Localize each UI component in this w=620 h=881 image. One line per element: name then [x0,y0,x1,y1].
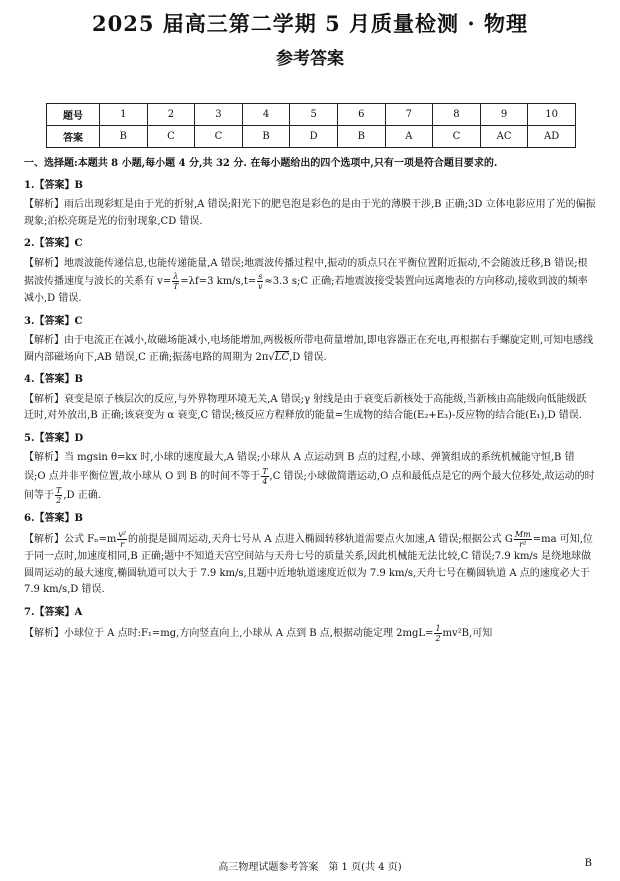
table-cell: 9 [480,104,528,126]
explanation-1 [24,197,596,230]
table-cell: B [242,126,290,148]
table-cell: B [337,126,385,148]
table-cell: C [195,126,243,148]
table-cell: A [385,126,433,148]
table-cell: 2 [147,104,195,126]
fraction-numerator: 1 [435,624,441,633]
table-header-cell: 答案 [47,126,100,148]
question-answer-7: 7.【答案】A [24,606,83,618]
table-cell: 10 [528,104,576,126]
section-heading: 一、选择题:本题共 8 小题,每小题 4 分,共 32 分. 在每小题给出的四个选项中,只有一项是符合题目要求的. [24,158,498,169]
answer-table [46,103,576,148]
table-cell: 8 [433,104,481,126]
table-cell: C [433,126,481,148]
fraction [261,467,268,486]
fraction-denominator: v [258,282,263,291]
explanation-text: =λf=3 km/s,t= [180,276,257,287]
question-answer-1: 1.【答案】B [24,179,83,191]
explanation-7 [24,624,596,643]
explanation-text: 【解析】地震波能传递信息,也能传递能量,A 错误;地震波传播过程中,振动的质点只在平衡位置附近振动,不会随波迁移,B 错误;根据波传播速度与波长的关系有 v= [24,257,588,287]
paper-version: B [584,858,592,869]
explanation-text: ,D 错误. [289,351,327,363]
fraction-numerator: T [56,485,62,495]
explanation-4 [24,392,596,425]
explanation-text: 的前提是圆周运动,天舟七号从 A 点进入椭圆转移轨道需要点火加速,A 错误;根据公式 G [128,534,513,545]
page-number: 高三物理试题参考答案 第 1 页(共 4 页) [218,862,402,873]
table-header-cell: 题号 [47,104,100,126]
table-cell: 3 [195,104,243,126]
fraction [257,272,263,291]
question-answer-6: 6.【答案】B [24,512,83,524]
table-cell: 1 [100,104,148,126]
explanation-text: 【解析】雨后出现彩虹是由于光的折射,A 错误;阳光下的肥皂泡是彩色的是由于光的薄膜干涉,B 正确;3D 立体电影应用了光的偏振现象;泊松亮斑是光的衍射现象,CD 错误. [24,199,596,227]
table-cell: 4 [242,104,290,126]
explanation-text: ,C 错误;小球做简谐运动,O 点和最低点是它的两个最大位移处,故运动的时间等于 [24,470,595,501]
table-cell: AC [480,126,528,148]
explanation-text: 【解析】公式 Fₙ=m [24,534,117,545]
page-title: 2025 届高三第二学期 5 月质量检测 · 物理 [92,11,528,36]
question-answer-5: 5.【答案】D [24,432,84,444]
table-cell: 5 [290,104,338,126]
table-cell: C [147,126,195,148]
fraction [55,486,62,505]
explanation-text: =ma 可知,位于同一点时,加速度相同,B 正确;题中不知道天宫空间站与天舟七号的质量关系,因此机械能无法比较,C 错误;7.9 km/s 是绕地球做圆周运动的最大速度,椭圆轨道可以大于 7.9 km/s,且题中近地轨道速度近似为 7.9 km/s,天舟七号在椭圆轨道 A 点的速度必大于 7.9 km/s,D 错误. [24,534,593,595]
explanation-text: ,D 正确. [63,489,101,501]
fraction-numerator: T [262,466,268,476]
fraction-denominator: r [120,540,125,549]
sqrt-radicand: LC [274,351,290,363]
explanation-text: 【解析】当 mgsin θ=kx 时,小球的速度最大,A 错误;小球从 A 点运动到 B 点的过程,小球、弹簧组成的系统机械能守恒,B 错误;O 点并非平衡位置,故小球从 O 到 B 的时间不等于 [24,452,575,482]
page-subtitle: 参考答案 [276,49,344,69]
fraction-denominator: 4 [262,476,268,486]
fraction-denominator: r² [519,540,527,549]
question-answer-4: 4.【答案】B [24,374,83,385]
explanation-6 [24,530,596,599]
answer-content [24,156,596,648]
fraction-denominator: 2 [56,495,62,505]
table-cell: B [100,126,148,148]
explanation-5 [24,450,596,505]
fraction-denominator: T [173,282,179,291]
explanation-3 [24,333,596,366]
table-cell: 6 [337,104,385,126]
table-cell: D [290,126,338,148]
fraction [434,624,441,643]
fraction-denominator: 2 [435,634,441,643]
question-answer-3: 3.【答案】C [24,315,83,327]
table-row [47,104,576,126]
fraction-numerator: s [258,272,263,281]
fraction [117,530,127,549]
explanation-text: 【解析】衰变是原子核层次的反应,与外界物理环境无关,A 错误;γ 射线是由于衰变后新核处于高能级,当新核由高能级向低能级跃迁时,对外放出,B 正确;该衰变为 α 衰变,C 错误;核反应方程释放的能量=生成物的结合能(E₂+E₃)-反应物的结合能(E₁),D 错误. [24,393,587,421]
explanation-text: mv²B,可知 [442,628,493,639]
sqrt-symbol: √ [268,351,275,363]
fraction [514,530,532,549]
question-answer-2: 2.【答案】C [24,238,83,249]
fraction [172,272,179,291]
fraction-numerator: Mm [514,530,531,539]
explanation-text: 【解析】小球位于 A 点时:F₁=mg,方向竖直向上,小球从 A 点到 B 点,根据动能定理 2mgL= [24,628,434,639]
table-cell: AD [528,126,576,148]
table-cell: 7 [385,104,433,126]
explanation-2 [24,256,596,308]
fraction-numerator: λ [173,272,179,281]
fraction-numerator: v² [118,530,127,539]
table-row [47,126,576,148]
explanation-text: 【解析】由于电流正在减小,故磁场能减小,电场能增加,两极板所带电荷量增加,即电容器正在充电,再根据右手螺旋定则,可知电感线圈内部磁场向下,AB 错误,C 正确;振荡电路的周期为 2π [24,335,594,363]
explanation-text: ≈3.3 s;C 正确;若地震波接受装置向远离地表的方向移动,接收到波的频率减小,D 错误. [24,276,588,304]
